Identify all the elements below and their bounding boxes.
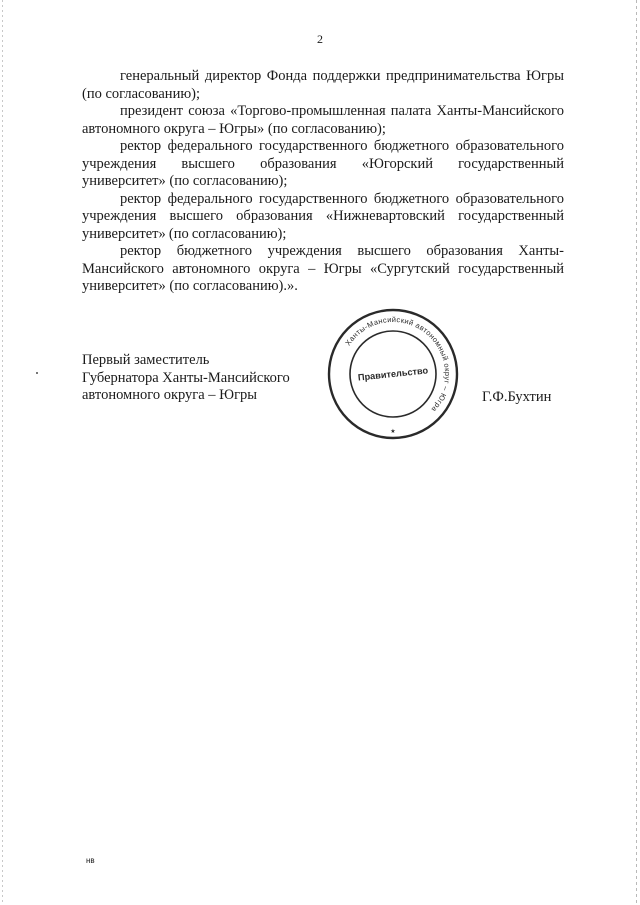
paragraph-yugra-university-rector: ректор федерального государственного бюджетного образовательного учреждения высшего образования «Югорский государственный университет» (по согласованию); — [82, 138, 564, 189]
page-number: 2 — [317, 32, 323, 46]
scan-speck — [36, 372, 38, 374]
signatory-position — [82, 352, 322, 405]
paragraph-fund-director: генеральный директор Фонда поддержки предпринимательства Югры (по согласованию); — [82, 68, 564, 102]
seal-ring-text: Ханты-Мансийский автономный округ – Югра — [343, 314, 453, 415]
paragraph-surgut-university-rector: ректор бюджетного учреждения высшего образования Ханты-Мансийского автономного округа – Югры «Сургутский государственный университет» (по согласованию).». — [82, 243, 564, 294]
paragraph-chamber-president: президент союза «Торгово-промышленная палата Ханты-Мансийского автономного округа – Югры» (по согласованию); — [82, 103, 564, 137]
scan-edge-right — [636, 0, 637, 905]
seal-star-icon: ★ — [390, 428, 396, 435]
signatory-position-line: Губернатора Ханты-Мансийского — [82, 369, 290, 386]
scan-edge-left — [2, 0, 3, 905]
document-body — [82, 68, 564, 296]
paragraph-nizhnevartovsk-university-rector: ректор федерального государственного бюджетного образовательного учреждения высшего образования «Нижневартовский государственный университет» (по согласованию); — [82, 190, 564, 242]
footer-code: нв — [86, 856, 95, 865]
signatory-position-line: автономного округа – Югры — [82, 387, 258, 403]
signatory-name: Г.Ф.Бухтин — [482, 389, 552, 405]
seal-center-text: Правительство — [357, 365, 429, 383]
signatory-position-line: Первый заместитель — [82, 352, 210, 368]
official-seal — [326, 307, 460, 441]
